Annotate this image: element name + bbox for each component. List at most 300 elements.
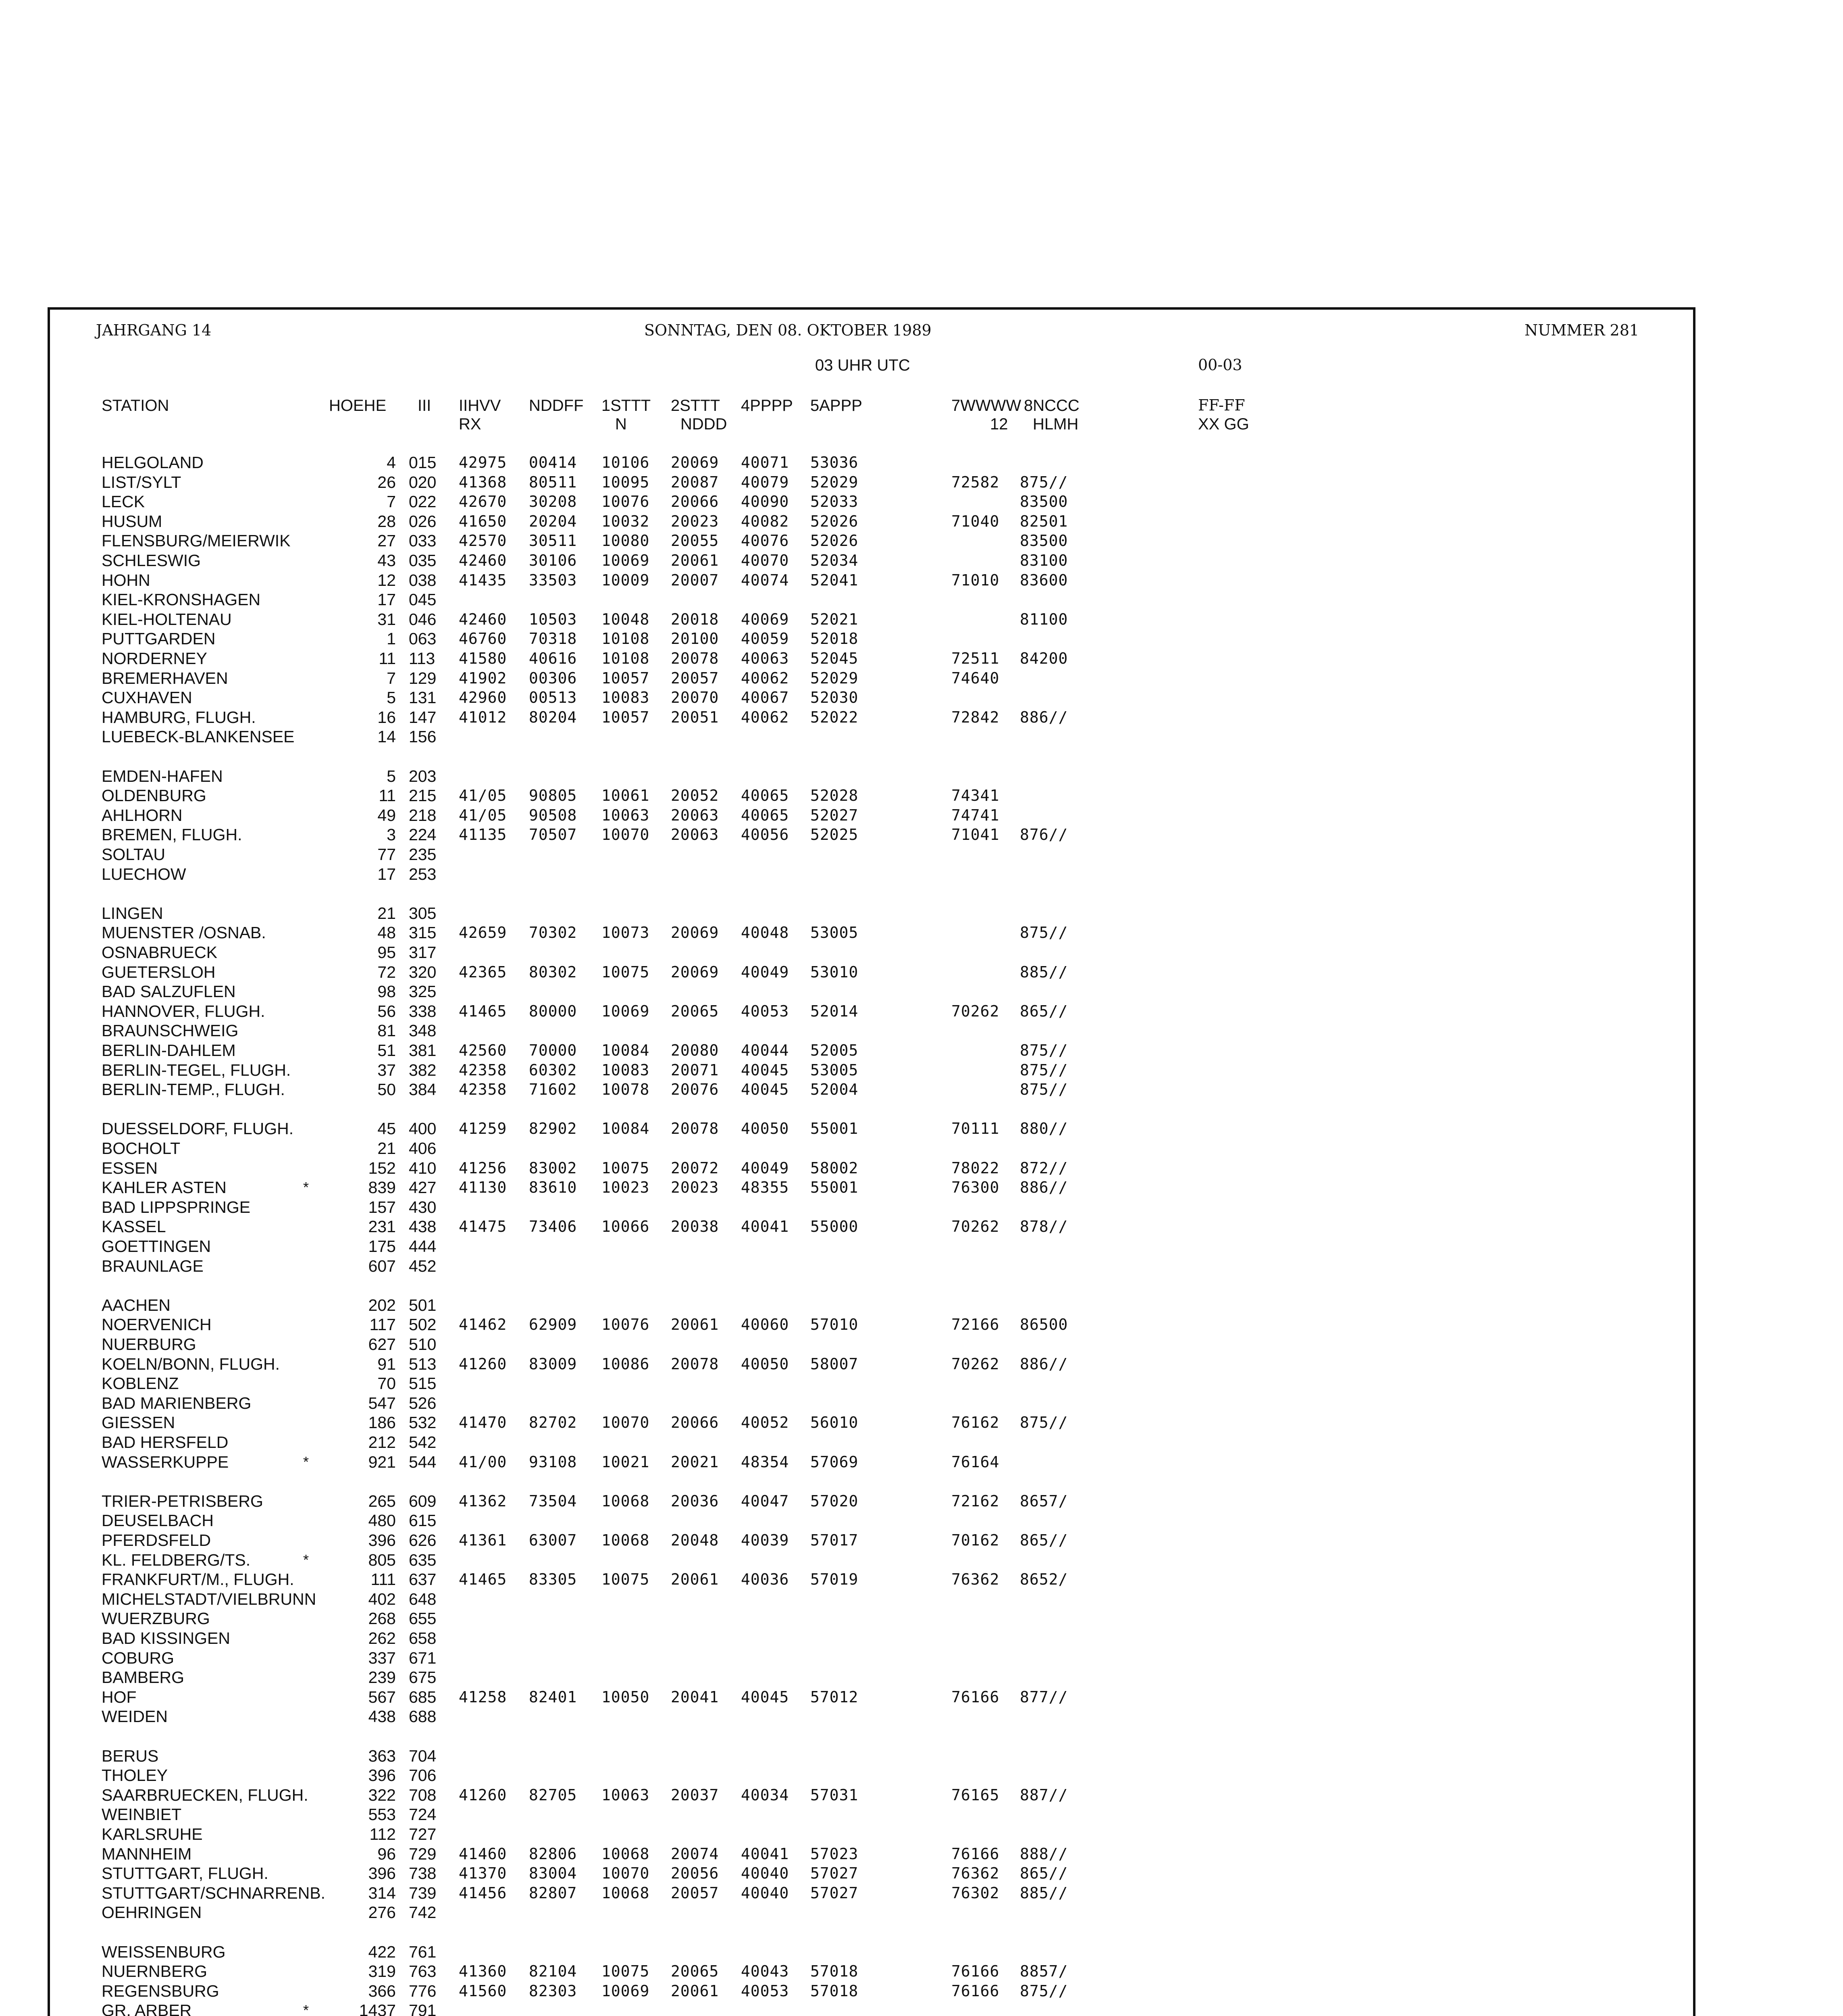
cell-g1: 41361 xyxy=(459,1531,507,1549)
cell-g5: 40070 xyxy=(741,552,789,569)
cell-iii: 791 xyxy=(409,2001,437,2016)
cell-name: BAD SALZUFLEN xyxy=(102,982,236,1001)
table-row xyxy=(0,1864,1843,1883)
cell-iii: 609 xyxy=(409,1491,437,1510)
cell-g5: 40044 xyxy=(741,1041,789,1059)
cell-g6: 52025 xyxy=(810,826,859,844)
cell-g6: 52041 xyxy=(810,571,859,589)
cell-h: 17 xyxy=(377,864,396,883)
cell-iii: 452 xyxy=(409,1256,437,1275)
table-row xyxy=(0,865,1843,883)
table-row xyxy=(0,2001,1843,2016)
table-row xyxy=(0,492,1843,511)
cell-g2: 71602 xyxy=(529,1081,577,1099)
cell-g6: 58007 xyxy=(810,1355,859,1373)
cell-g3: 10048 xyxy=(601,610,650,628)
cell-ww: 72582 xyxy=(951,473,1000,491)
cell-g1: 41650 xyxy=(459,512,507,530)
cell-g4: 20052 xyxy=(671,787,719,805)
cell-g5: 40045 xyxy=(741,1688,789,1706)
cell-ww: 76302 xyxy=(951,1884,1000,1902)
cell-iii: 542 xyxy=(409,1433,437,1452)
cell-h: 396 xyxy=(368,1531,396,1549)
cell-g6: 57027 xyxy=(810,1864,859,1883)
cell-h: 805 xyxy=(368,1550,396,1569)
cell-h: 3 xyxy=(387,825,396,844)
cell-nc: 886// xyxy=(1020,1179,1068,1197)
cell-g6: 57020 xyxy=(810,1492,859,1510)
table-row xyxy=(0,1825,1843,1843)
cell-h: 81 xyxy=(377,1021,396,1040)
cell-g6: 57023 xyxy=(810,1845,859,1863)
cell-g1: 41456 xyxy=(459,1884,507,1902)
cell-h: 48 xyxy=(377,923,396,942)
table-row xyxy=(0,1747,1843,1765)
cell-name: KASSEL xyxy=(102,1217,166,1236)
cell-h: 95 xyxy=(377,943,396,962)
cell-name: GR. ARBER xyxy=(102,2001,192,2016)
cell-iii: 739 xyxy=(409,1883,437,1902)
cell-g1: 42960 xyxy=(459,689,507,707)
cell-g1: 42358 xyxy=(459,1081,507,1099)
cell-iii: 727 xyxy=(409,1825,437,1843)
cell-nc: 887// xyxy=(1020,1786,1068,1804)
cell-name: BERLIN-TEMP., FLUGH. xyxy=(102,1080,285,1099)
cell-g1: 41/05 xyxy=(459,787,507,805)
cell-h: 7 xyxy=(387,669,396,687)
cell-h: 111 xyxy=(370,1570,396,1589)
cell-iii: 724 xyxy=(409,1805,437,1824)
cell-g2: 40616 xyxy=(529,650,577,667)
cell-iii: 063 xyxy=(409,629,437,648)
cell-h: 239 xyxy=(368,1668,396,1687)
cell-g4: 20051 xyxy=(671,708,719,726)
cell-iii: 320 xyxy=(409,962,437,981)
col-iii: III xyxy=(418,397,431,414)
cell-name: KIEL-HOLTENAU xyxy=(102,610,232,629)
cell-g1: 41368 xyxy=(459,473,507,491)
cell-g6: 52026 xyxy=(810,532,859,550)
table-row xyxy=(0,1668,1843,1687)
cell-g3: 10061 xyxy=(601,787,650,805)
cell-iii: 203 xyxy=(409,766,437,785)
col-2sttt-sub: NDDD xyxy=(680,415,727,433)
cell-g3: 10075 xyxy=(601,963,650,981)
cell-g1: 41258 xyxy=(459,1688,507,1706)
cell-name: REGENSBURG xyxy=(102,1981,219,2000)
cell-g5: 40079 xyxy=(741,473,789,491)
cell-iii: 675 xyxy=(409,1668,437,1687)
cell-mark: * xyxy=(303,1453,309,1470)
cell-name: KOBLENZ xyxy=(102,1374,179,1393)
cell-iii: 315 xyxy=(409,923,437,942)
cell-g4: 20071 xyxy=(671,1061,719,1079)
cell-g2: 82702 xyxy=(529,1414,577,1432)
cell-name: NOERVENICH xyxy=(102,1315,212,1334)
cell-h: 1 xyxy=(387,629,396,648)
cell-g3: 10063 xyxy=(601,1786,650,1804)
cell-nc: 83100 xyxy=(1020,552,1068,569)
cell-name: MICHELSTADT/VIELBRUNN xyxy=(102,1589,316,1608)
cell-g2: 83009 xyxy=(529,1355,577,1373)
table-row xyxy=(0,943,1843,962)
cell-h: 72 xyxy=(377,962,396,981)
cell-g6: 57017 xyxy=(810,1531,859,1549)
cell-h: 56 xyxy=(377,1002,396,1020)
cell-name: SAARBRUECKEN, FLUGH. xyxy=(102,1785,308,1804)
cell-name: OLDENBURG xyxy=(102,786,206,805)
cell-g3: 10108 xyxy=(601,650,650,667)
cell-h: 4 xyxy=(387,453,396,472)
cell-nc: 83500 xyxy=(1020,532,1068,550)
cell-name: STUTTGART/SCHNARRENB. xyxy=(102,1883,326,1902)
cell-g6: 52014 xyxy=(810,1002,859,1020)
cell-g4: 20061 xyxy=(671,1982,719,2000)
cell-g2: 30106 xyxy=(529,552,577,569)
table-row xyxy=(0,571,1843,589)
cell-h: 202 xyxy=(368,1295,396,1314)
cell-g4: 20041 xyxy=(671,1688,719,1706)
cell-g1: 41370 xyxy=(459,1864,507,1883)
cell-g1: 46760 xyxy=(459,630,507,648)
cell-iii: 738 xyxy=(409,1864,437,1883)
cell-g4: 20023 xyxy=(671,1179,719,1197)
cell-ww: 71040 xyxy=(951,512,1000,530)
cell-g4: 20076 xyxy=(671,1081,719,1099)
cell-iii: 381 xyxy=(409,1041,437,1060)
cell-nc: 875// xyxy=(1020,924,1068,942)
table-row xyxy=(0,825,1843,844)
cell-g5: 40062 xyxy=(741,669,789,687)
col-hoehe: HOEHE xyxy=(329,397,387,414)
cell-g5: 40069 xyxy=(741,610,789,628)
table-row xyxy=(0,1453,1843,1471)
table-row xyxy=(0,727,1843,746)
table-row xyxy=(0,708,1843,727)
cell-g4: 20061 xyxy=(671,552,719,569)
cell-g3: 10068 xyxy=(601,1492,650,1510)
col-iihvv-sub: RX xyxy=(459,415,481,433)
cell-name: PFERDSFELD xyxy=(102,1531,211,1549)
cell-g5: 40071 xyxy=(741,454,789,471)
cell-g2: 83305 xyxy=(529,1570,577,1589)
cell-iii: 015 xyxy=(409,453,437,472)
cell-ww: 74341 xyxy=(951,787,1000,805)
cell-h: 31 xyxy=(377,610,396,629)
col-7wwww: 7WWWW xyxy=(951,397,1021,414)
cell-mark: * xyxy=(303,1179,309,1196)
cell-iii: 410 xyxy=(409,1158,437,1177)
cell-g4: 20069 xyxy=(671,924,719,942)
period-range: 00-03 xyxy=(1198,356,1242,374)
cell-g2: 82806 xyxy=(529,1845,577,1863)
cell-g4: 20078 xyxy=(671,1355,719,1373)
cell-g2: 82807 xyxy=(529,1884,577,1902)
cell-g5: 40082 xyxy=(741,512,789,530)
cell-iii: 022 xyxy=(409,492,437,511)
cell-h: 37 xyxy=(377,1060,396,1079)
cell-h: 438 xyxy=(368,1707,396,1726)
cell-h: 567 xyxy=(368,1687,396,1706)
table-row xyxy=(0,1590,1843,1608)
cell-g6: 52034 xyxy=(810,552,859,569)
cell-g6: 57031 xyxy=(810,1786,859,1804)
cell-h: 96 xyxy=(377,1844,396,1863)
cell-iii: 688 xyxy=(409,1707,437,1726)
cell-g1: 41560 xyxy=(459,1982,507,2000)
cell-iii: 635 xyxy=(409,1550,437,1569)
cell-g6: 52018 xyxy=(810,630,859,648)
cell-ww: 76300 xyxy=(951,1179,1000,1197)
col-5appp: 5APPP xyxy=(810,397,862,414)
table-row xyxy=(0,669,1843,687)
cell-name: STUTTGART, FLUGH. xyxy=(102,1864,268,1883)
table-row xyxy=(0,1511,1843,1530)
cell-name: WEISSENBURG xyxy=(102,1942,226,1961)
cell-name: FLENSBURG/MEIERWIK xyxy=(102,531,291,550)
cell-h: 26 xyxy=(377,473,396,492)
table-row xyxy=(0,1786,1843,1804)
cell-iii: 544 xyxy=(409,1452,437,1471)
cell-g2: 33503 xyxy=(529,571,577,589)
cell-g5: 40053 xyxy=(741,1982,789,2000)
cell-ww: 71010 xyxy=(951,571,1000,589)
cell-nc: 880// xyxy=(1020,1120,1068,1138)
cell-g5: 40049 xyxy=(741,1159,789,1177)
cell-h: 231 xyxy=(368,1217,396,1236)
cell-ww: 76166 xyxy=(951,1688,1000,1706)
table-row xyxy=(0,1884,1843,1902)
cell-h: 49 xyxy=(377,806,396,825)
date-label: SONNTAG, DEN 08. OKTOBER 1989 xyxy=(644,321,932,339)
cell-iii: 526 xyxy=(409,1393,437,1412)
cell-g1: 41362 xyxy=(459,1492,507,1510)
cell-name: BAD LIPPSPRINGE xyxy=(102,1198,251,1216)
cell-g2: 00414 xyxy=(529,454,577,471)
cell-ww: 70162 xyxy=(951,1531,1000,1549)
cell-h: 265 xyxy=(368,1491,396,1510)
table-row xyxy=(0,531,1843,550)
cell-h: 839 xyxy=(368,1178,396,1197)
cell-g4: 20061 xyxy=(671,1316,719,1334)
cell-g2: 83004 xyxy=(529,1864,577,1883)
cell-name: BOCHOLT xyxy=(102,1139,181,1158)
cell-g4: 20021 xyxy=(671,1453,719,1471)
cell-name: NUERBURG xyxy=(102,1335,196,1354)
cell-nc: 886// xyxy=(1020,708,1068,726)
cell-nc: 875// xyxy=(1020,473,1068,491)
cell-g4: 20065 xyxy=(671,1002,719,1020)
cell-name: TRIER-PETRISBERG xyxy=(102,1491,263,1510)
cell-ww: 71041 xyxy=(951,826,1000,844)
cell-name: HANNOVER, FLUGH. xyxy=(102,1002,265,1020)
table-row xyxy=(0,845,1843,864)
cell-g4: 20069 xyxy=(671,454,719,471)
cell-g4: 20055 xyxy=(671,532,719,550)
table-row xyxy=(0,982,1843,1001)
table-row xyxy=(0,1080,1843,1099)
cell-g1: 42358 xyxy=(459,1061,507,1079)
cell-iii: 615 xyxy=(409,1511,437,1530)
cell-name: DEUSELBACH xyxy=(102,1511,214,1530)
cell-g1: 41580 xyxy=(459,650,507,667)
table-row xyxy=(0,1903,1843,1922)
cell-iii: 671 xyxy=(409,1648,437,1667)
cell-g1: 41260 xyxy=(459,1355,507,1373)
cell-name: DUESSELDORF, FLUGH. xyxy=(102,1119,294,1138)
cell-h: 112 xyxy=(369,1825,396,1843)
cell-g5: 40048 xyxy=(741,924,789,942)
cell-iii: 655 xyxy=(409,1609,437,1628)
cell-ww: 72162 xyxy=(951,1492,1000,1510)
cell-h: 607 xyxy=(368,1256,396,1275)
cell-h: 363 xyxy=(368,1746,396,1765)
table-row xyxy=(0,1551,1843,1569)
cell-h: 50 xyxy=(377,1080,396,1099)
cell-g6: 55000 xyxy=(810,1218,859,1236)
cell-name: HELGOLAND xyxy=(102,453,204,472)
cell-iii: 706 xyxy=(409,1766,437,1785)
cell-iii: 045 xyxy=(409,590,437,609)
cell-g4: 20007 xyxy=(671,571,719,589)
cell-g4: 20087 xyxy=(671,473,719,491)
table-row xyxy=(0,1413,1843,1432)
cell-nc: 8652/ xyxy=(1020,1570,1068,1589)
cell-g2: 90805 xyxy=(529,787,577,805)
cell-g2: 30208 xyxy=(529,493,577,511)
cell-g3: 10068 xyxy=(601,1531,650,1549)
cell-name: WEINBIET xyxy=(102,1805,182,1824)
table-row xyxy=(0,649,1843,668)
cell-name: NORDERNEY xyxy=(102,649,207,668)
cell-g4: 20066 xyxy=(671,493,719,511)
cell-g4: 20063 xyxy=(671,806,719,824)
cell-g4: 20037 xyxy=(671,1786,719,1804)
cell-g4: 20018 xyxy=(671,610,719,628)
cell-h: 396 xyxy=(368,1864,396,1883)
cell-g6: 52021 xyxy=(810,610,859,628)
cell-g5: 40063 xyxy=(741,650,789,667)
cell-g5: 40067 xyxy=(741,689,789,707)
cell-g5: 40062 xyxy=(741,708,789,726)
cell-g5: 40039 xyxy=(741,1531,789,1549)
cell-ww: 78022 xyxy=(951,1159,1000,1177)
cell-h: 17 xyxy=(377,590,396,609)
cell-name: BAD KISSINGEN xyxy=(102,1629,230,1647)
table-row xyxy=(0,1296,1843,1314)
cell-name: LINGEN xyxy=(102,904,163,923)
cell-g2: 70000 xyxy=(529,1041,577,1059)
cell-nc: 865// xyxy=(1020,1864,1068,1883)
col-7wwww-sub: 12 xyxy=(990,415,1008,433)
cell-g4: 20063 xyxy=(671,826,719,844)
cell-g6: 52005 xyxy=(810,1041,859,1059)
cell-g6: 53036 xyxy=(810,454,859,471)
cell-g3: 10070 xyxy=(601,1864,650,1883)
cell-g5: 40056 xyxy=(741,826,789,844)
table-row xyxy=(0,629,1843,648)
cell-g5: 40065 xyxy=(741,787,789,805)
cell-h: 51 xyxy=(377,1041,396,1060)
table-row xyxy=(0,1943,1843,1961)
cell-h: 396 xyxy=(368,1766,396,1785)
cell-iii: 685 xyxy=(409,1687,437,1706)
cell-g1: 41130 xyxy=(459,1179,507,1197)
cell-g6: 57018 xyxy=(810,1982,859,2000)
cell-h: 319 xyxy=(368,1962,396,1981)
cell-g5: 40049 xyxy=(741,963,789,981)
cell-iii: 406 xyxy=(409,1139,437,1158)
cell-name: HOHN xyxy=(102,571,150,589)
cell-name: HOF xyxy=(102,1687,137,1706)
cell-ww: 76166 xyxy=(951,1962,1000,1981)
cell-g4: 20080 xyxy=(671,1041,719,1059)
cell-nc: 875// xyxy=(1020,1061,1068,1079)
cell-g6: 52029 xyxy=(810,473,859,491)
cell-h: 921 xyxy=(368,1452,396,1471)
cell-g2: 82104 xyxy=(529,1962,577,1981)
cell-nc: 875// xyxy=(1020,1081,1068,1099)
cell-nc: 886// xyxy=(1020,1355,1068,1373)
cell-name: WEIDEN xyxy=(102,1707,168,1726)
table-row xyxy=(0,1629,1843,1647)
cell-g1: 41902 xyxy=(459,669,507,687)
cell-g1: 41470 xyxy=(459,1414,507,1432)
cell-g2: 70318 xyxy=(529,630,577,648)
cell-h: 175 xyxy=(368,1237,396,1256)
cell-name: BREMEN, FLUGH. xyxy=(102,825,242,844)
cell-h: 314 xyxy=(368,1883,396,1902)
cell-name: BREMERHAVEN xyxy=(102,669,228,687)
table-row xyxy=(0,1041,1843,1060)
cell-name: SCHLESWIG xyxy=(102,551,201,570)
cell-g4: 20057 xyxy=(671,1884,719,1902)
table-row xyxy=(0,1982,1843,2000)
cell-g5: 40050 xyxy=(741,1355,789,1373)
col-4pppp: 4PPPP xyxy=(741,397,793,414)
cell-g5: 40060 xyxy=(741,1316,789,1334)
table-row xyxy=(0,610,1843,629)
cell-g3: 10106 xyxy=(601,454,650,471)
cell-g1: 42560 xyxy=(459,1041,507,1059)
cell-g6: 52029 xyxy=(810,669,859,687)
cell-g1: 41/05 xyxy=(459,806,507,824)
col-ff-sub: XX GG xyxy=(1198,415,1249,433)
cell-g5: 48354 xyxy=(741,1453,789,1471)
cell-g3: 10078 xyxy=(601,1081,650,1099)
cell-g1: 42670 xyxy=(459,493,507,511)
table-row xyxy=(0,1707,1843,1726)
cell-g1: 42460 xyxy=(459,610,507,628)
table-row xyxy=(0,1198,1843,1216)
cell-g5: 48355 xyxy=(741,1179,789,1197)
cell-g6: 55001 xyxy=(810,1120,859,1138)
cell-nc: 885// xyxy=(1020,963,1068,981)
cell-g4: 20057 xyxy=(671,669,719,687)
cell-g1: 42460 xyxy=(459,552,507,569)
col-ff: FF-FF xyxy=(1198,396,1245,414)
cell-nc: 82501 xyxy=(1020,512,1068,530)
cell-iii: 147 xyxy=(409,708,437,727)
cell-g6: 52004 xyxy=(810,1081,859,1099)
cell-g1: 41259 xyxy=(459,1120,507,1138)
cell-name: OEHRINGEN xyxy=(102,1903,202,1922)
cell-h: 402 xyxy=(368,1589,396,1608)
cell-g5: 40034 xyxy=(741,1786,789,1804)
table-row xyxy=(0,1315,1843,1334)
cell-g4: 20065 xyxy=(671,1962,719,1981)
cell-name: BAMBERG xyxy=(102,1668,185,1687)
